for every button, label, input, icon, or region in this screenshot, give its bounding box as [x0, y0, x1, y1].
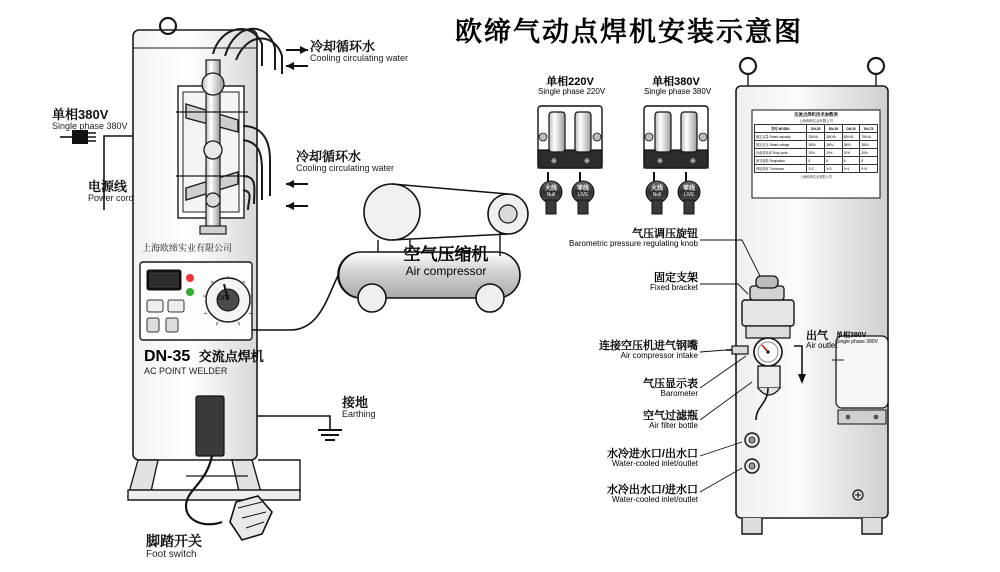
air-filter-en: Air filter bottle — [649, 421, 698, 431]
plug-n1-cn: 零线 — [576, 186, 589, 192]
cell: 调节级数 Regulation — [755, 157, 807, 165]
cooling-mid-cn: 冷却循环水 — [296, 149, 362, 164]
cell: 20% — [825, 149, 843, 157]
company-name: 上海欧缔实业有限公司 — [142, 243, 233, 253]
cell: 8 — [825, 157, 843, 165]
baro-knob-en: Barometric pressure regulating knob — [569, 239, 698, 249]
label-plug-n1 — [572, 186, 594, 198]
water-in-cn: 水冷进水口/出水口 — [606, 448, 698, 460]
cooling-top-en: Cooling circulating water — [310, 53, 409, 64]
power-cord-cn: 电源线 — [88, 179, 128, 194]
plug-n2-en: LIVE — [683, 191, 695, 198]
nameplate-col-1: DN-25 — [807, 125, 825, 133]
cell: 20% — [860, 149, 878, 157]
single-380-left-cn: 单相380V — [52, 107, 109, 122]
machine-name-cn: 交流点焊机 — [198, 349, 264, 364]
machine-name-en: AC POINT WELDER — [144, 365, 228, 376]
cell: 35KVA — [825, 133, 843, 141]
cell: 额定电压 Rated voltage — [755, 141, 807, 149]
label-water-out — [580, 484, 698, 505]
label-air-compressor — [376, 246, 516, 278]
cell: 20% — [842, 149, 860, 157]
nameplate-footer: 上海欧缔实业有限公司 — [800, 175, 832, 179]
cell: 8 — [842, 157, 860, 165]
cooling-top-cn: 冷却循环水 — [310, 39, 376, 54]
label-single-220 — [538, 76, 606, 97]
svg-text:⊕: ⊕ — [584, 158, 590, 165]
cell: 380V — [825, 141, 843, 149]
label-plug-n2 — [678, 186, 700, 198]
plug-l2-en: Null — [652, 191, 662, 198]
plug-l1-en: Null — [546, 191, 556, 198]
plug-l2-cn: 火线 — [650, 186, 663, 192]
label-compressor-intake — [574, 340, 698, 361]
cell: 50KVA — [842, 133, 860, 141]
fixed-bracket-cn: 固定支架 — [654, 272, 698, 284]
nameplate-col-4: DN-75 — [860, 125, 878, 133]
barometer-cn: 气压显示表 — [643, 378, 698, 390]
cooling-mid-en: Cooling circulating water — [296, 163, 395, 174]
label-right-unit-380 — [836, 332, 878, 345]
cell: 380V — [860, 141, 878, 149]
cell: 8 — [807, 157, 825, 165]
cell: 额定容量 Rated capacity — [755, 133, 807, 141]
svg-text:⊕: ⊕ — [690, 158, 696, 165]
label-single-380 — [644, 76, 712, 97]
plug-l1-cn: 火线 — [544, 186, 557, 192]
nameplate-col-3: DN-50 — [842, 125, 860, 133]
label-foot-switch — [146, 534, 202, 560]
water-out-cn: 水冷出水口/进水口 — [606, 484, 698, 496]
nameplate-col-0: 型号 MODEL — [755, 125, 807, 133]
nameplate-subheading: 上海欧缔实业有限公司 — [799, 119, 833, 123]
compressor-intake-cn: 连接空压机进气钢嘴 — [599, 340, 698, 352]
page-title: 欧缔气动点焊机安装示意图 — [455, 17, 803, 48]
label-cooling-mid — [296, 150, 394, 174]
svg-text:⊕: ⊕ — [657, 158, 663, 165]
table-row — [755, 133, 878, 141]
earthing-en: Earthing — [342, 409, 376, 420]
plug-n2-cn: 零线 — [682, 186, 695, 192]
baro-knob-cn: 气压调压旋钮 — [632, 228, 698, 240]
nameplate-table — [754, 124, 878, 173]
label-earthing — [342, 396, 376, 420]
water-out-en: Water-cooled inlet/outlet — [612, 495, 698, 505]
table-row — [755, 141, 878, 149]
label-air-filter — [604, 410, 698, 431]
nameplate-heading: 交流点焊机技术参数表 — [794, 112, 838, 117]
cell: 20% — [807, 149, 825, 157]
table-row — [755, 149, 878, 157]
cell: 8 — [860, 157, 878, 165]
nameplate-col-2: DN-35 — [825, 125, 843, 133]
label-plug-l2 — [646, 186, 668, 198]
label-plug-l1 — [540, 186, 562, 198]
nameplate-header-row — [755, 125, 878, 133]
air-filter-cn: 空气过滤瓶 — [643, 410, 698, 422]
single-380-left-en: Single phase 380V — [52, 121, 128, 132]
cell: 4+4 — [842, 165, 860, 173]
cell: 5+5 — [860, 165, 878, 173]
compressor-intake-en: Air compressor intake — [620, 351, 698, 361]
single-220-cn: 单相220V — [546, 76, 594, 88]
right-380-en: Single phase 380V — [836, 338, 878, 345]
nameplate — [754, 112, 878, 196]
svg-text:⊕: ⊕ — [551, 158, 557, 165]
plug-n1-en: LIVE — [577, 191, 589, 198]
water-in-en: Water-cooled inlet/outlet — [612, 459, 698, 469]
power-cord-en: Power cord — [88, 193, 134, 204]
cell: 380V — [807, 141, 825, 149]
air-outlet-cn: 出气 — [806, 330, 828, 342]
dial-off-label: OFF — [218, 296, 230, 302]
foot-switch-cn: 脚踏开关 — [146, 533, 202, 549]
cell: 75KVA — [860, 133, 878, 141]
machine-model: DN-35 — [144, 348, 191, 365]
fixed-bracket-en: Fixed bracket — [649, 283, 698, 293]
air-compressor-cn: 空气压缩机 — [403, 245, 489, 264]
cell: 负载持续率 Duty cycle — [755, 149, 807, 157]
barometer-en: Barometer — [660, 389, 698, 399]
single-380-en: Single phase 380V — [644, 87, 712, 97]
label-fixed-bracket — [600, 272, 698, 293]
cell: 380V — [842, 141, 860, 149]
cell: 2+2 — [807, 165, 825, 173]
label-single-phase-380-left — [52, 108, 128, 132]
label-air-outlet — [806, 330, 838, 351]
air-outlet-en: Air outlet — [806, 341, 838, 351]
cell: 焊接厚度 Thickness — [755, 165, 807, 173]
air-compressor-en: Air compressor — [405, 263, 487, 278]
table-row — [755, 165, 878, 173]
label-cooling-top — [310, 40, 408, 64]
single-380-cn: 单相380V — [652, 76, 700, 88]
label-barometer — [604, 378, 698, 399]
label-power-cord — [88, 180, 134, 204]
foot-switch-en: Foot switch — [146, 549, 197, 561]
label-baro-knob — [482, 228, 698, 249]
cell: 25KVA — [807, 133, 825, 141]
table-row — [755, 157, 878, 165]
cell: 3+3 — [825, 165, 843, 173]
label-water-in — [580, 448, 698, 469]
single-220-en: Single phase 220V — [538, 87, 606, 97]
earthing-cn: 接地 — [342, 395, 369, 410]
machine-model-block — [144, 348, 264, 376]
right-380-cn: 单相380V — [836, 332, 867, 339]
